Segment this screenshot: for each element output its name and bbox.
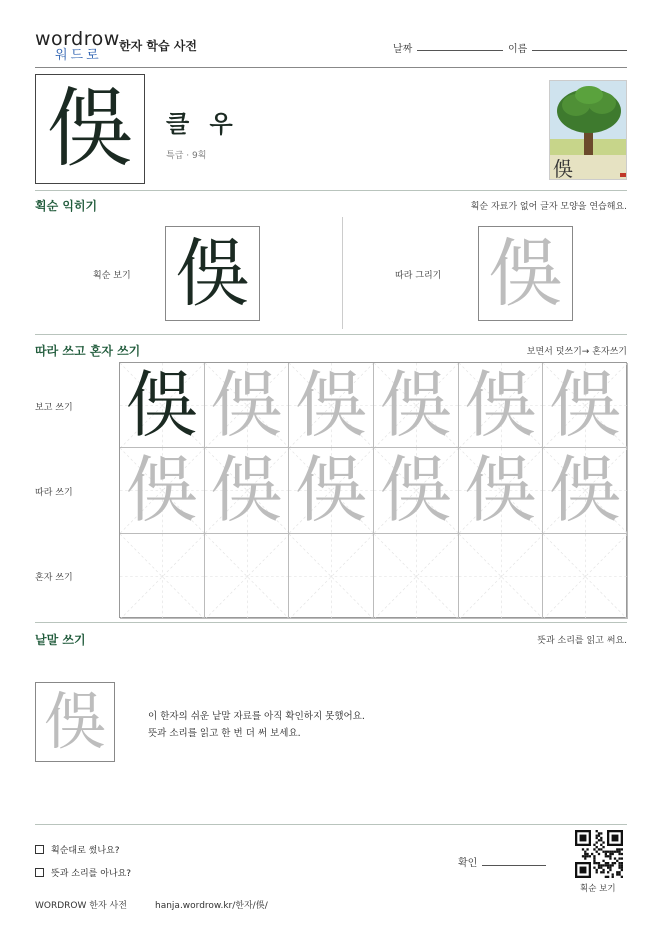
trace-character: 俁 <box>549 448 622 533</box>
trace-character: 俁 <box>295 363 368 448</box>
footer-url[interactable]: hanja.wordrow.kr/한자/俁/ <box>155 901 268 911</box>
hero-divider <box>35 190 627 191</box>
stroke-divider <box>35 334 627 335</box>
wordrow-logo <box>35 28 120 66</box>
row-label-alone: 혼자 쓰기 <box>35 573 73 583</box>
trace-character: 俁 <box>549 363 622 448</box>
practice-cell[interactable] <box>120 363 205 448</box>
word-practice-character: 俁 <box>43 685 106 758</box>
practice-cell[interactable] <box>459 534 544 619</box>
practice-cell[interactable] <box>374 363 459 448</box>
trace-character: 俁 <box>488 230 563 317</box>
practice-cell[interactable] <box>459 448 544 533</box>
checkbox-icon[interactable] <box>35 868 44 877</box>
name-field[interactable] <box>532 50 627 51</box>
qr-label: 획순 보기 <box>580 884 616 894</box>
practice-cell[interactable] <box>374 448 459 533</box>
trace-character: 俁 <box>295 448 368 533</box>
practice-cell[interactable] <box>543 363 628 448</box>
confirm-field[interactable] <box>482 865 546 866</box>
word-section-title: 낱말 쓰기 <box>35 633 86 647</box>
writing-divider <box>35 622 627 623</box>
practice-cell[interactable] <box>120 534 205 619</box>
stroke-section-title: 획순 익히기 <box>35 199 98 213</box>
trace-character: 俁 <box>464 363 537 448</box>
app-title: 한자 학습 사전 <box>119 39 197 53</box>
hero-character-box <box>35 74 145 184</box>
practice-cell[interactable] <box>289 448 374 533</box>
trace-label: 따라 그리기 <box>395 271 442 281</box>
practice-cell[interactable] <box>120 448 205 533</box>
practice-cell[interactable] <box>289 534 374 619</box>
writing-section-note: 보면서 덧쓰기→ 혼자쓰기 <box>526 347 627 357</box>
word-message-line2: 뜻과 소리를 읽고 한 번 더 써 보세요. <box>148 728 301 739</box>
row-label-look: 보고 쓰기 <box>35 403 73 413</box>
logo-wordmark: wordrow <box>35 28 120 50</box>
check-meaning[interactable] <box>35 866 131 879</box>
practice-cell[interactable] <box>205 363 290 448</box>
trace-character: 俁 <box>379 448 452 533</box>
stroke-view-box <box>165 226 260 321</box>
practice-cell[interactable] <box>543 448 628 533</box>
logo-korean: 워드로 <box>55 48 102 63</box>
footer-brand: WORDROW 한자 사전 <box>35 901 127 911</box>
checklist-divider <box>35 824 627 825</box>
stroke-section-separator <box>342 217 343 329</box>
practice-cell[interactable] <box>543 534 628 619</box>
writing-section-title: 따라 쓰고 혼자 쓰기 <box>35 344 141 358</box>
practice-cell[interactable] <box>205 448 290 533</box>
practice-cell[interactable] <box>205 534 290 619</box>
trace-character: 俁 <box>125 448 198 533</box>
stroke-view-character: 俁 <box>175 230 250 317</box>
trace-character: 俁 <box>210 448 283 533</box>
practice-grid <box>119 362 627 618</box>
word-message-line1: 이 한자의 쉬운 낱말 자료를 아직 확인하지 못했어요. <box>148 711 365 722</box>
character-meta: 특급 · 9획 <box>166 151 207 161</box>
word-section-note: 뜻과 소리를 읽고 써요. <box>537 636 627 646</box>
trace-character: 俁 <box>210 363 283 448</box>
tree-illustration <box>549 80 627 180</box>
confirm-label: 확인 <box>458 858 478 869</box>
check-stroke-order-label: 획순대로 썼나요? <box>51 846 120 856</box>
name-label: 이름 <box>508 44 528 55</box>
check-meaning-label: 뜻과 소리를 아나요? <box>51 869 132 879</box>
svg-text:俁: 俁 <box>553 157 573 180</box>
row-label-trace: 따라 쓰기 <box>35 488 73 498</box>
hero-character: 俁 <box>47 79 133 179</box>
date-label: 날짜 <box>393 44 413 55</box>
header-divider <box>35 67 627 68</box>
trace-character: 俁 <box>379 363 452 448</box>
qr-code-icon[interactable] <box>575 830 623 878</box>
trace-character: 俁 <box>464 448 537 533</box>
practice-cell[interactable] <box>374 534 459 619</box>
trace-box[interactable] <box>478 226 573 321</box>
stroke-view-label: 획순 보기 <box>93 271 131 281</box>
word-practice-box[interactable] <box>35 682 115 762</box>
date-field[interactable] <box>417 50 503 51</box>
check-stroke-order[interactable] <box>35 843 120 856</box>
practice-cell[interactable] <box>289 363 374 448</box>
character-reading: 클 우 <box>166 110 239 138</box>
model-character: 俁 <box>125 363 198 448</box>
checkbox-icon[interactable] <box>35 845 44 854</box>
practice-cell[interactable] <box>459 363 544 448</box>
stroke-section-note: 획순 자료가 없어 글자 모양을 연습해요. <box>470 202 627 212</box>
